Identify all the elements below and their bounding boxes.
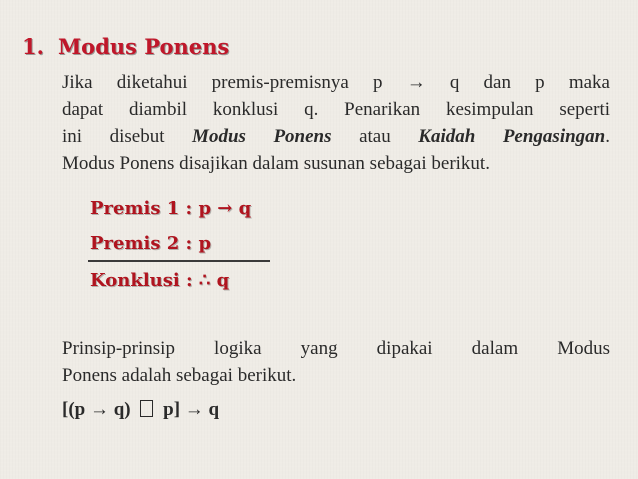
principles-paragraph bbox=[62, 335, 610, 389]
term-kaidah-pengasingan: Kaidah Pengasingan bbox=[418, 126, 606, 147]
formula-left: [(p → q) bbox=[62, 399, 131, 420]
section-number: 1. bbox=[22, 34, 44, 59]
intro-paragraph bbox=[62, 69, 610, 177]
principles-line: Ponens adalah sebagai berikut. bbox=[62, 365, 297, 386]
premise-1: Premis 1 : p → q bbox=[90, 198, 252, 219]
term-modus-ponens: Modus Ponens bbox=[192, 126, 332, 147]
conclusion: Konklusi : ∴ q bbox=[90, 270, 230, 291]
intro-line: Jika diketahui premis-premisnya p → q dan p maka bbox=[62, 72, 610, 93]
section-title: Modus Ponens bbox=[57, 34, 230, 59]
inference-line bbox=[88, 260, 270, 262]
intro-text: . bbox=[605, 126, 610, 147]
intro-text: ini disebut bbox=[62, 126, 193, 147]
intro-line bbox=[62, 123, 610, 150]
intro-line: dapat diambil konklusi q. Penarikan kesimpulan seperti bbox=[62, 99, 610, 120]
intro-text: atau bbox=[331, 126, 419, 147]
missing-glyph-box-icon bbox=[140, 400, 153, 417]
intro-line: Modus Ponens disajikan dalam susunan sebagai berikut. bbox=[62, 153, 490, 174]
formula-right: p] → q bbox=[163, 399, 220, 420]
premise-2: Premis 2 : p bbox=[90, 233, 212, 254]
logic-formula bbox=[62, 399, 219, 421]
section-heading bbox=[22, 34, 229, 59]
principles-line: Prinsip-prinsip logika yang dipakai dalam Modus bbox=[62, 338, 610, 359]
